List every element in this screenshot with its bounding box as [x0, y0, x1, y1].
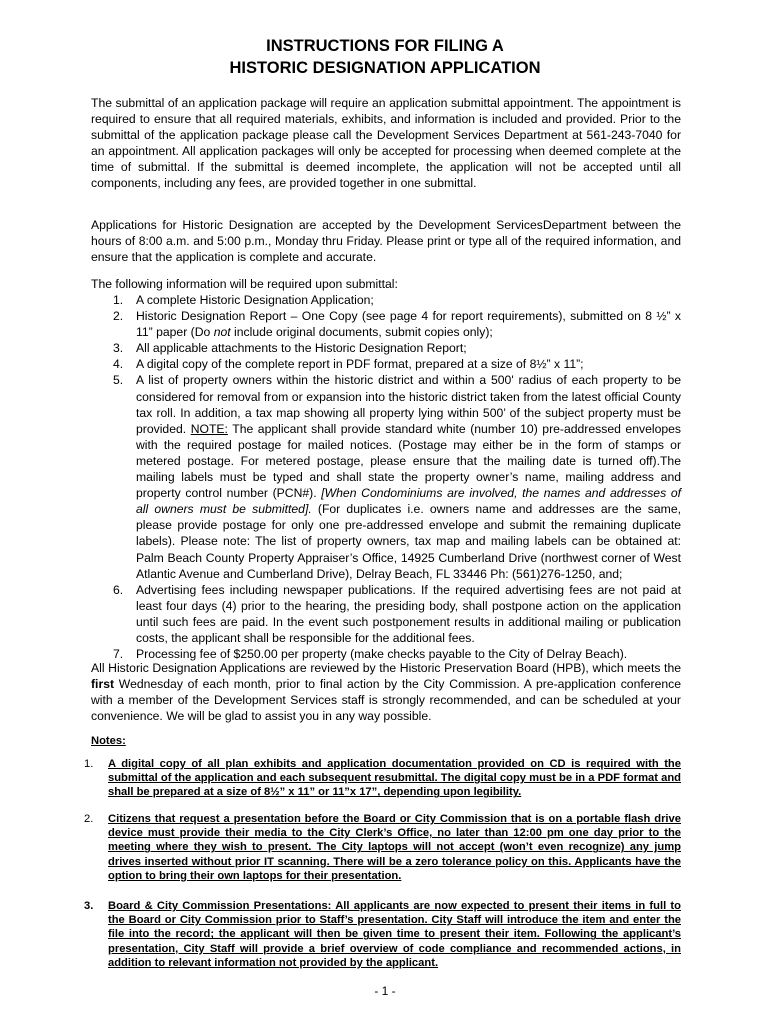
requirement-text: Historic Designation Report – One Copy (see page 4 for report requirements), submitted on 8 ½” x 11” paper (Do: [136, 309, 681, 340]
note-item: [84, 812, 681, 883]
requirement-text: Processing fee of $250.00 per property (make checks payable to the City of Delray Beach).: [136, 647, 628, 662]
requirement-text: Advertising fees including newspaper publications. If the required advertising fees are not paid at least four days (4) prior to the hearing, the presiding body, shall postpone action on the application until such fees are paid. In the event such postponement results in additional mailing or publication costs, the applicant shall be responsible for the additional fees.: [136, 582, 681, 645]
requirement-text: A list of property owners within the historic district and within a 500' radius of each property to be considered for removal from or expansion into the historic district taken from the latest official County tax roll. In addition, a tax map showing all property lying within 500’ of the subject property must be provided.: [136, 373, 681, 436]
requirement-number: 3.: [113, 341, 124, 356]
requirement-item: [91, 340, 681, 356]
requirement-number: 4.: [113, 357, 124, 372]
note-item: [84, 899, 681, 970]
requirement-number: 7.: [113, 647, 124, 662]
requirement-text: include original documents, submit copies only);: [230, 325, 493, 340]
requirement-item: [91, 356, 681, 372]
review-text: Wednesday of each month, prior to final action by the City Commission. A pre-application conference with a member of the Development Services staff is strongly recommended, and can be scheduled at your convenience. We will be glad to assist you in any way possible.: [91, 677, 681, 724]
requirement-text: A digital copy of the complete report in PDF format, prepared at a size of 8½” x 11”;: [136, 357, 584, 372]
requirement-number: 5.: [113, 373, 124, 388]
requirement-item: [91, 582, 681, 646]
review-bold: first: [91, 677, 115, 692]
note-number: 2.: [84, 813, 94, 825]
note-number: 3.: [84, 900, 94, 912]
note-text: Board & City Commission Presentations: All applicants are now expected to present their items in full to the Board or City Commission prior to Staff’s presentation. City Staff will introduce the item and enter the file into the record; the applicant will then be given time to present their item. Following the applicant’s presentation, City Staff will provide a brief overview of code compliance and recommended actions, in addition to relevant information not provided by the applicant.: [108, 900, 681, 969]
requirement-item: [91, 308, 681, 340]
intro-paragraph: The submittal of an application package will require an application submittal appointment. The appointment is required to ensure that all required materials, exhibits, and information is included and provided. Prior to the submittal of the application package please call the Development Services Department at 561-243-7040 for an appointment. All application packages will only be accepted for processing when deemed complete at the time of submittal. If the submittal is deemed incomplete, the application will not be accepted until all components, including any fees, are provided together in one submittal.: [91, 96, 681, 191]
document-title-line-2: HISTORIC DESIGNATION APPLICATION: [229, 59, 541, 77]
note-item: [84, 757, 681, 800]
requirement-text: The applicant shall provide standard white (number 10) pre-addressed envelopes with the required postage for mailed notices. (Postage may either be in the form of stamps or metered postage. For metered postage, please ensure that the mailing date is turned off).The mailing labels must be typed and shall state the property owner’s name, mailing address and property control number (PCN#).: [136, 421, 681, 501]
review-text: All Historic Designation Applications are reviewed by the Historic Preservation Board (HPB), which meets the: [91, 661, 681, 675]
note-text: Citizens that request a presentation before the Board or City Commission that is on a portable flash drive device must provide their media to the City Clerk’s Office, no later than 12:00 pm one day prior to the meeting where they wish to present. The City laptops will not accept (won’t even recognize) any jump drives inserted without prior IT scanning. There will be a zero tolerance policy on this. Applicants have the option to bring their own laptops for their presentation.: [108, 813, 681, 882]
review-paragraph: [91, 660, 681, 724]
requirement-text: A complete Historic Designation Application;: [136, 293, 374, 307]
requirement-number: 6.: [113, 582, 124, 597]
requirement-emphasis: [When Condominiums are involved, the names and addresses of all owners must be submitted].: [136, 486, 681, 517]
requirements-list: [91, 292, 681, 662]
requirement-number: 2.: [113, 309, 124, 324]
requirement-item: [91, 372, 681, 581]
note-text: A digital copy of all plan exhibits and application documentation provided on CD is required with the submittal of the application and each subsequent resubmittal. The digital copy must be in a PDF format and shall be prepared at a size of 8½” x 11” or 11”x 17”, depending upon legibility.: [108, 758, 681, 799]
page-number: - 1 -: [374, 984, 396, 998]
requirement-emphasis: not: [213, 325, 231, 340]
requirement-number: 1.: [113, 293, 124, 307]
requirements-intro: The following information will be required upon submittal:: [91, 277, 398, 291]
hours-paragraph: Applications for Historic Designation are accepted by the Development ServicesDepartment between the hours of 8:00 a.m. and 5:00 p.m., Monday thru Friday. Please print or type all of the required information, and ensure that the application is complete and accurate.: [91, 218, 681, 265]
requirement-text: (For duplicates i.e. owners name and addresses are the same, please provide postage for only one pre-addressed envelope and submit the remaining duplicate labels). Please note: The list of property owners, tax map and mailing labels can be obtained at: Palm Beach County Property Appraiser’s Office, 14925 Cumberland Drive (northwest corner of West Atlantic Avenue and Cumberland Drive), Delray Beach, FL 33446 Ph: (561)276-1250, and;: [136, 502, 681, 581]
note-number: 1.: [84, 758, 94, 770]
document-title-line-1: INSTRUCTIONS FOR FILING A: [266, 37, 504, 55]
notes-heading: Notes:: [91, 735, 126, 747]
requirement-text: All applicable attachments to the Historic Designation Report;: [136, 341, 467, 356]
note-label: NOTE:: [190, 421, 228, 436]
requirement-item: [91, 292, 681, 308]
